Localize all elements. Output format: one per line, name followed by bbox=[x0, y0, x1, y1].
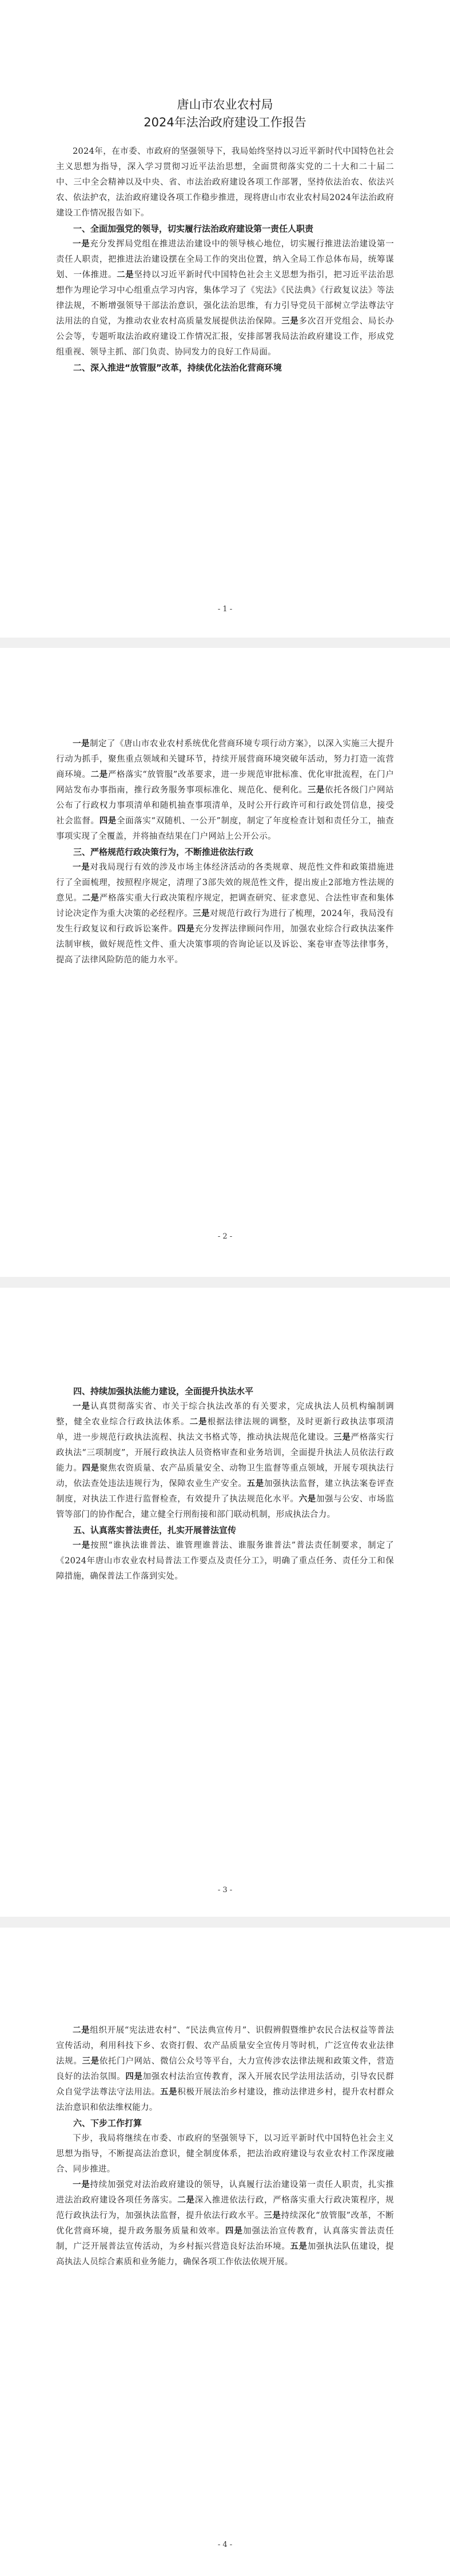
s2-text-4: 全面落实“双随机、一公开”制度，制定了年度检查计划和责任分工，抽查事项实现了全覆盖，并将抽查结果在门户网站上公开公示。 bbox=[56, 817, 394, 841]
section-1-heading: 一、全面加强党的领导，切实履行法治政府建设第一责任人职责 bbox=[73, 224, 314, 234]
s5-lead-1: 一是 bbox=[73, 1541, 91, 1550]
s6-lead-2: 二是 bbox=[177, 2196, 195, 2205]
s4-paragraph bbox=[56, 1399, 394, 1523]
s3-text-3: 对规范行政行为进行了梳理，2024年，我局没有发生行政复议和行政诉讼案件。 bbox=[56, 909, 394, 934]
s4-lead-1: 一是 bbox=[73, 1402, 91, 1411]
s5-lead-5: 五是 bbox=[160, 2088, 178, 2097]
s2-text-2: 严格落实“放管服”改革要求，进一步规范审批标准、优化审批流程，在门户网站发布办事指南，推行政务服务事项标准化、规范化、便利化。 bbox=[56, 770, 394, 795]
s4-lead-4: 四是 bbox=[82, 1464, 99, 1473]
s5-lead-2: 二是 bbox=[73, 2026, 90, 2035]
s2-paragraph-1 bbox=[56, 736, 394, 845]
s5-lead-4: 四是 bbox=[125, 2072, 143, 2081]
s2-text-1: 制定了《唐山市农业农村系统优化营商环境专项行动方案》，以深入实施三大提升行动为抓手，聚焦重点领域和关键环节，持续开展营商环境突破年活动，努力打造一流营商环境。 bbox=[56, 739, 395, 779]
s2-lead-2: 二是 bbox=[90, 770, 108, 779]
s6-lead-3: 三是 bbox=[264, 2211, 281, 2220]
section-4-heading: 四、持续加强执法能力建设，全面提升执法水平 bbox=[73, 1386, 254, 1396]
s4-lead-3: 三是 bbox=[333, 1433, 351, 1442]
s2-lead-4: 四是 bbox=[99, 817, 117, 826]
s5-paragraph-1 bbox=[56, 1538, 394, 1584]
s3-paragraph bbox=[56, 860, 394, 968]
s3-text-2: 严格落实重大行政决策程序规定，把调查研究、征求意见、合法性审查和集体讨论决定作为重大决策的必经程序。 bbox=[56, 894, 394, 918]
s5-text-5: 积极开展法治乡村建设，推动法律进乡村，提升农村群众法治意识和依法维权能力。 bbox=[56, 2088, 394, 2112]
s3-text-4: 充分发挥法律顾问作用，加强农业综合行政执法案件法制审核，做好规范性文件、重大决策事项的咨询论证以及诉讼、案卷审查等法律事务，提高了法律风险防范的能力水平。 bbox=[56, 925, 394, 965]
s1-text-3: 多次召开党组会、局长办公会等，专题听取法治政府建设工作情况汇报，安排部署我局法治政府建设工作，形成党组重视、领导主抓、部门负责、协同发力的良好工作局面。 bbox=[56, 317, 394, 357]
s1-lead-2: 二是 bbox=[117, 270, 134, 280]
s6-text-4: 加强法治宣传教育，认真落实普法责任制，广泛开展普法宣传活动，为乡村振兴营造良好法治环境。 bbox=[56, 2227, 394, 2251]
s2-text-3: 依托各级门户网站公布了行政权力事项清单和随机抽查事项清单，及时公开行政许可和行政处罚信息，接受社会监督。 bbox=[56, 786, 394, 826]
section-5-heading: 五、认真落实普法责任，扎实开展普法宣传 bbox=[73, 1525, 237, 1535]
s4-text-3: 严格落实行政执法“三项制度”，开展行政执法人员资格审查和业务培训，全面提升执法人员依法行政能力。 bbox=[56, 1433, 394, 1473]
document-title-line-2: 2024年法治政府建设工作报告 bbox=[144, 116, 306, 129]
section-3-heading: 三、严格规范行政决策行为，不断推进依法行政 bbox=[73, 847, 254, 857]
s1-lead-3: 三是 bbox=[281, 317, 299, 326]
s4-text-6: 加强与公安、市场监管等部门的协作配合，建立健全行刑衔接和部门联动机制，形成执法合力。 bbox=[56, 1495, 394, 1519]
document-title-line-1: 唐山市农业农村局 bbox=[177, 98, 273, 112]
section-2-heading: 二、深入推进“放管服”改革，持续优化法治化营商环境 bbox=[73, 363, 282, 373]
s5-text-3: 依托门户网站、微信公众号等平台，大力宣传涉农法律法规和政策文件，营造良好的法治氛围。 bbox=[56, 2057, 394, 2081]
s4-lead-5: 五是 bbox=[246, 1479, 264, 1488]
s4-lead-6: 六是 bbox=[298, 1495, 316, 1504]
s6-lead-1: 一是 bbox=[73, 2180, 90, 2189]
s4-text-1: 认真贯彻落实省、市关于综合执法改革的有关要求，完成执法人员机构编制调整，健全农业综合行政执法体系。 bbox=[56, 1402, 394, 1427]
page-number-4: - 4 - bbox=[217, 2541, 233, 2549]
s3-lead-1: 一是 bbox=[73, 863, 90, 872]
s1-text-1: 充分发挥局党组在推进法治建设中的领导核心地位，切实履行推进法治建设第一责任人职责，把推进法治建设摆在全局工作的突出位置，纳入全局工作总体布局，统筹谋划、一体推进。 bbox=[56, 240, 394, 280]
s5-paragraph-2 bbox=[56, 2023, 394, 2116]
s5-text-2: 组织开展“宪法进农村”、“民法典宣传月”、识假辨假暨维护农民合法权益等普法宣传活动，利用科技下乡、农资打假、农产品质量安全宣传月等时机，广泛宣传农业法律法规。 bbox=[56, 2026, 394, 2066]
s6-lead-4: 四是 bbox=[225, 2227, 244, 2236]
s5-text-4: 加强农村法治宣传教育，深入开展农民学法用法活动，引导农民群众自觉学法尊法守法用法。 bbox=[56, 2072, 394, 2097]
s4-text-4: 聚焦农资质量、农产品质量安全、动物卫生监督等重点领域，开展专项执法行动，依法查处违法违规行为，保障农业生产安全。 bbox=[56, 1464, 394, 1488]
s2-lead-1: 一是 bbox=[73, 739, 90, 748]
section-6-heading: 六、下步工作打算 bbox=[73, 2118, 142, 2128]
document-page-1 bbox=[0, 0, 450, 638]
s4-text-2: 根据法律法规的调整，及时更新行政执法事项清单，进一步规范行政执法流程、执法文书格式等，推动执法规范化建设。 bbox=[56, 1418, 394, 1442]
s6-intro-paragraph: 下步，我局将继续在市委、市政府的坚强领导下，以习近平新时代中国特色社会主义思想为指导，不断提高法治意识，健全制度体系，把法治政府建设与农业农村工作深度融合、同步推进。 bbox=[56, 2134, 394, 2174]
s6-text-3: 持续深化“放管服”改革，不断优化营商环境，提升政务服务质量和效率。 bbox=[56, 2211, 394, 2236]
s1-lead-1: 一是 bbox=[73, 240, 90, 249]
s3-lead-4: 四是 bbox=[177, 925, 195, 934]
s6-text-5: 加强执法队伍建设，提高执法人员综合素质和业务能力，确保各项工作依法依规开展。 bbox=[56, 2242, 394, 2267]
intro-paragraph: 2024年，在市委、市政府的坚强领导下，我局始终坚持以习近平新时代中国特色社会主义思想为指导，深入学习贯彻习近平法治思想，全面贯彻落实党的二十大和二十届二中、三中全会精神以及中央、省、市法治政府建设各项工作部署，坚持依法治农、依法兴农、依法护农，法治政府建设各项工作稳步推进，现将唐山市农业农村局2024年法治政府建设工作情况报告如下。 bbox=[56, 147, 394, 218]
document-page-4 bbox=[0, 1928, 450, 2576]
s5-lead-3: 三是 bbox=[82, 2057, 99, 2066]
s6-paragraph bbox=[56, 2177, 394, 2270]
s4-lead-2: 二是 bbox=[189, 1418, 208, 1427]
page-number-2: - 2 - bbox=[217, 1232, 233, 1241]
s2-lead-3: 三是 bbox=[307, 786, 325, 795]
document-page-2 bbox=[0, 648, 450, 1277]
page-number-1: - 1 - bbox=[217, 605, 233, 614]
s1-text-2: 坚持以习近平新时代中国特色社会主义思想为指引，把习近平法治思想作为理论学习中心组重点学习内容，集体学习了《宪法》《民法典》《行政复议法》等法律法规，不断增强领导干部法治意识，强化法治思维，有力引导党员干部树立学法尊法守法用法的自觉，为推动农业农村高质量发展提供法治保障。 bbox=[56, 270, 394, 326]
page-number-3: - 3 - bbox=[217, 1886, 233, 1894]
s6-text-2: 深入推进依法行政，严格落实重大行政决策程序，规范行政执法行为，加强执法监督，提升依法行政水平。 bbox=[56, 2196, 394, 2220]
s3-lead-2: 二是 bbox=[82, 894, 99, 903]
s3-text-1: 对我局现行有效的涉及市场主体经济活动的各类规章、规范性文件和政策措施进行了全面梳理，按照程序规定，清理了3部失效的规范性文件，提出废止2部地方性法规的意见。 bbox=[56, 863, 394, 903]
s5-text-1: 按照“谁执法谁普法、谁管理谁普法、谁服务谁普法”普法责任制要求，制定了《2024年唐山市农业农村局普法工作要点及责任分工》，明确了重点任务、责任分工和保障措施，确保普法工作落到实处。 bbox=[56, 1541, 394, 1581]
s6-text-1: 持续加强党对法治政府建设的领导，认真履行法治建设第一责任人职责，扎实推进法治政府建设各项任务落实。 bbox=[56, 2180, 394, 2205]
s1-paragraph bbox=[56, 237, 394, 360]
s3-lead-3: 三是 bbox=[193, 909, 210, 918]
s4-text-5: 加强执法监督，建立执法案卷评查制度，对执法工作进行监督检查，有效提升了执法规范化水平。 bbox=[56, 1479, 394, 1504]
s6-lead-5: 五是 bbox=[290, 2242, 308, 2251]
document-page-3 bbox=[0, 1288, 450, 1917]
